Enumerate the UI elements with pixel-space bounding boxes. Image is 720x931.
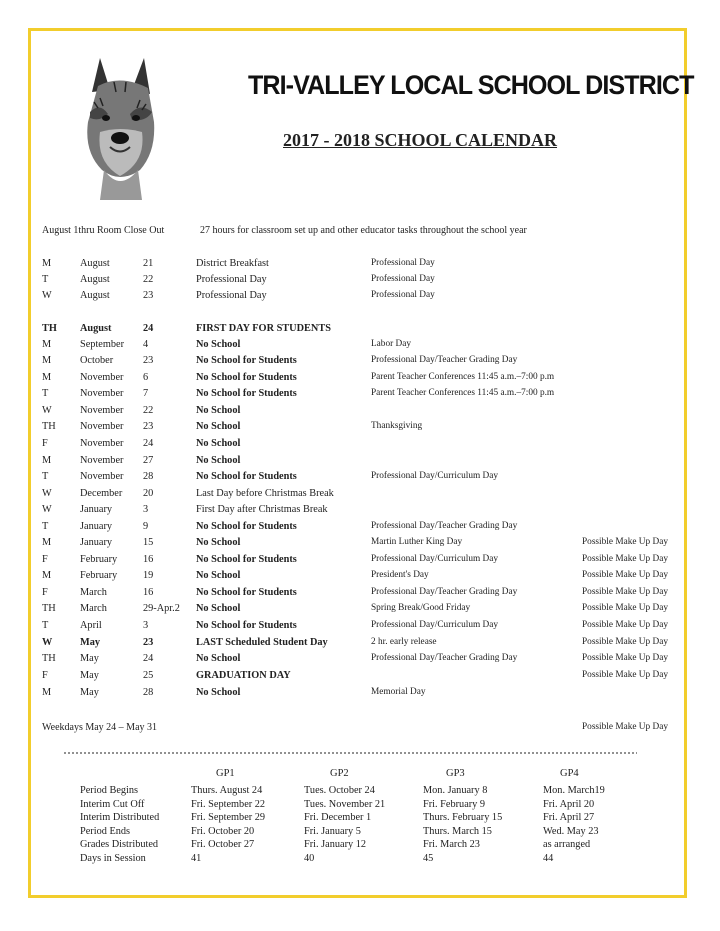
row-date: 7 <box>143 388 149 399</box>
table-row <box>0 521 720 537</box>
gp-row <box>0 812 720 826</box>
gp-cell: Mon. January 8 <box>423 785 488 796</box>
row-date: 19 <box>143 570 154 581</box>
row-month: November <box>80 471 124 482</box>
gp-header: GP2 <box>330 768 349 779</box>
row-month: December <box>80 488 123 499</box>
gp-header: GP4 <box>560 768 579 779</box>
row-date: 16 <box>143 587 154 598</box>
row-month: August <box>80 274 110 285</box>
gp-row-label: Interim Cut Off <box>80 798 145 810</box>
row-event: No School <box>196 537 241 548</box>
table-row <box>0 504 720 520</box>
row-event: Professional Day <box>196 274 267 285</box>
row-month: February <box>80 554 118 565</box>
table-row <box>0 355 720 371</box>
row-day: F <box>42 438 48 449</box>
intro-right: 27 hours for classroom set up and other educator tasks throughout the school year <box>200 225 527 236</box>
row-date: 25 <box>143 670 154 681</box>
row-day: TH <box>42 653 56 664</box>
gp-row-label: Grades Distributed <box>80 839 159 851</box>
row-event: No School <box>196 405 241 416</box>
gp-cell: Fri. March 23 <box>423 839 480 851</box>
row-note: Professional Day/Teacher Grading Day <box>371 355 518 365</box>
row-month: January <box>80 504 113 515</box>
row-event: Professional Day <box>196 290 267 301</box>
row-date: 28 <box>143 471 154 482</box>
row-day: M <box>42 687 52 698</box>
row-month: February <box>80 570 118 581</box>
gp-row-label: Days in Session <box>80 853 146 864</box>
table-row <box>0 687 720 703</box>
row-note: Memorial Day <box>371 687 426 697</box>
gp-cell: Thurs. February 15 <box>423 812 503 824</box>
row-event: First Day after Christmas Break <box>196 504 328 515</box>
row-event: No School for Students <box>196 521 297 532</box>
row-event: No School <box>196 421 241 432</box>
row-day: M <box>42 570 52 581</box>
row-day: F <box>42 554 48 565</box>
row-note: Professional Day <box>371 290 435 300</box>
row-month: January <box>80 537 113 548</box>
table-row <box>0 620 720 636</box>
table-row <box>0 258 720 274</box>
row-month: November <box>80 388 124 399</box>
row-month: November <box>80 372 124 383</box>
row-event: No School <box>196 438 241 449</box>
row-note: Professional Day/Teacher Grading Day <box>371 653 518 663</box>
row-note: Professional Day <box>371 274 435 284</box>
calendar-title: 2017 - 2018 SCHOOL CALENDAR <box>283 130 558 150</box>
row-month: November <box>80 405 124 416</box>
table-row <box>0 274 720 290</box>
row-note: Professional Day/Curriculum Day <box>371 471 499 481</box>
gp-header: GP1 <box>216 768 235 779</box>
row-event: No School <box>196 455 241 466</box>
row-note: Professional Day <box>371 258 435 268</box>
gp-cell: Thurs. August 24 <box>191 785 263 796</box>
table-row <box>0 670 720 686</box>
row-date: 20 <box>143 488 154 499</box>
table-row <box>0 438 720 454</box>
row-event: No School for Students <box>196 372 297 383</box>
row-month: October <box>80 355 114 366</box>
row-month: November <box>80 455 124 466</box>
row-makeup: Possible Make Up Day <box>582 537 668 547</box>
gp-cell: Fri. September 29 <box>191 812 266 824</box>
row-day: M <box>42 537 52 548</box>
row-event: LAST Scheduled Student Day <box>196 637 328 648</box>
row-event: No School for Students <box>196 388 297 399</box>
gp-cell: Fri. January 12 <box>304 839 367 851</box>
row-day: M <box>42 455 52 466</box>
table-row <box>0 570 720 586</box>
row-date: 21 <box>143 258 154 269</box>
row-date: 16 <box>143 554 154 565</box>
row-note: Labor Day <box>371 339 412 349</box>
row-makeup: Possible Make Up Day <box>582 570 668 580</box>
table-row <box>0 653 720 669</box>
row-day: M <box>42 339 52 350</box>
row-event: No School for Students <box>196 471 297 482</box>
row-note: Professional Day/Teacher Grading Day <box>371 521 518 531</box>
row-makeup: Possible Make Up Day <box>582 603 668 613</box>
row-day: W <box>42 488 52 499</box>
table-row <box>0 537 720 553</box>
gp-cell: Fri. April 27 <box>543 812 595 824</box>
row-month: March <box>80 587 107 598</box>
row-event: No School for Students <box>196 355 297 366</box>
gp-cell: Fri. October 20 <box>191 825 255 837</box>
row-month: November <box>80 438 124 449</box>
row-note: Martin Luther King Day <box>371 537 463 547</box>
row-date: 23 <box>143 637 154 648</box>
row-day: W <box>42 637 53 648</box>
row-note: Professional Day/Curriculum Day <box>371 620 499 630</box>
table-row <box>0 421 720 437</box>
row-makeup: Possible Make Up Day <box>582 670 668 680</box>
table-row <box>0 339 720 355</box>
row-date: 6 <box>143 372 149 383</box>
row-note: Professional Day/Teacher Grading Day <box>371 587 518 597</box>
row-date: 29-Apr.2 <box>143 603 180 614</box>
row-day: TH <box>42 603 56 614</box>
row-event: District Breakfast <box>196 258 269 269</box>
table-row <box>0 455 720 471</box>
table-row <box>0 587 720 603</box>
row-month: May <box>80 687 99 698</box>
row-day: W <box>42 290 52 301</box>
row-date: 23 <box>143 421 154 432</box>
row-date: 15 <box>143 537 154 548</box>
row-day: M <box>42 372 52 383</box>
gp-cell: Fri. February 9 <box>423 798 486 810</box>
table-row <box>0 290 720 306</box>
gp-row-label: Interim Distributed <box>80 812 160 824</box>
row-date: 27 <box>143 455 154 466</box>
gp-cell: Fri. April 20 <box>543 798 595 810</box>
scottie-dog-icon <box>70 52 170 202</box>
row-makeup: Possible Make Up Day <box>582 554 668 564</box>
gp-cell: Thurs. March 15 <box>423 825 492 837</box>
row-date: 3 <box>143 504 149 515</box>
row-note: President's Day <box>371 570 429 580</box>
table-row <box>0 471 720 487</box>
gp-cell: Fri. October 27 <box>191 839 255 851</box>
gp-row <box>0 853 720 867</box>
row-day: T <box>42 388 49 399</box>
row-day: M <box>42 355 52 366</box>
row-event: Last Day before Christmas Break <box>196 488 334 499</box>
footer-right: Possible Make Up Day <box>582 722 668 732</box>
gp-row <box>0 785 720 799</box>
table-row <box>0 372 720 388</box>
gp-cell: Fri. September 22 <box>191 798 266 810</box>
row-note: Parent Teacher Conferences 11:45 a.m.–7:00 p.m <box>371 372 555 382</box>
row-makeup: Possible Make Up Day <box>582 620 668 630</box>
row-month: May <box>80 670 99 681</box>
table-row <box>0 488 720 504</box>
row-month: August <box>80 323 112 334</box>
table-row <box>0 554 720 570</box>
gp-row <box>0 826 720 840</box>
row-note: 2 hr. early release <box>371 637 437 647</box>
row-event: No School <box>196 653 241 664</box>
row-day: T <box>42 521 49 532</box>
row-date: 24 <box>143 438 154 449</box>
row-date: 4 <box>143 339 149 350</box>
row-date: 23 <box>143 355 154 366</box>
gp-cell: as arranged <box>543 839 591 851</box>
gp-row-label: Period Ends <box>80 825 131 837</box>
row-event: No School for Students <box>196 554 297 565</box>
row-makeup: Possible Make Up Day <box>582 637 668 647</box>
row-note: Parent Teacher Conferences 11:45 a.m.–7:00 p.m <box>371 388 555 398</box>
gp-cell: Fri. January 5 <box>304 825 361 837</box>
gp-row-label: Period Begins <box>80 785 139 796</box>
gp-cell: Wed. May 23 <box>543 825 599 837</box>
row-month: November <box>80 421 124 432</box>
row-event: No School <box>196 603 241 614</box>
table-row <box>0 405 720 421</box>
table-row <box>0 388 720 404</box>
row-day: T <box>42 620 49 631</box>
gp-row <box>0 839 720 853</box>
row-day: W <box>42 405 52 416</box>
row-date: 3 <box>143 620 149 631</box>
gp-row <box>0 799 720 813</box>
row-month: April <box>80 620 102 631</box>
row-note: Professional Day/Curriculum Day <box>371 554 499 564</box>
row-month: August <box>80 290 110 301</box>
row-month: May <box>80 637 101 648</box>
row-event: GRADUATION DAY <box>196 670 291 681</box>
row-day: W <box>42 504 52 515</box>
row-day: F <box>42 670 48 681</box>
row-day: T <box>42 274 49 285</box>
gp-cell: 45 <box>423 853 434 864</box>
gp-cell: Mon. March19 <box>543 785 605 796</box>
divider <box>62 750 637 756</box>
gp-cell: 40 <box>304 853 315 864</box>
table-row <box>0 603 720 619</box>
row-event: No School <box>196 339 241 350</box>
row-day: M <box>42 258 52 269</box>
row-makeup: Possible Make Up Day <box>582 653 668 663</box>
row-month: January <box>80 521 113 532</box>
gp-cell: Tues. November 21 <box>304 798 386 810</box>
footer-left: Weekdays May 24 – May 31 <box>42 722 158 733</box>
row-day: TH <box>42 323 57 334</box>
row-month: September <box>80 339 125 350</box>
row-event: No School <box>196 570 241 581</box>
row-note: Spring Break/Good Friday <box>371 603 471 613</box>
district-title: TRI-VALLEY LOCAL SCHOOL DISTRICT <box>248 70 694 100</box>
row-day: T <box>42 471 49 482</box>
row-date: 28 <box>143 687 154 698</box>
row-month: May <box>80 653 99 664</box>
row-makeup: Possible Make Up Day <box>582 587 668 597</box>
row-day: TH <box>42 421 56 432</box>
table-row <box>0 323 720 339</box>
row-date: 22 <box>143 274 154 285</box>
row-month: March <box>80 603 107 614</box>
gp-cell: Fri. December 1 <box>304 812 372 824</box>
row-note: Thanksgiving <box>371 421 423 431</box>
row-date: 22 <box>143 405 154 416</box>
table-row <box>0 637 720 653</box>
intro-left: August 1thru Room Close Out <box>42 225 165 236</box>
row-event: FIRST DAY FOR STUDENTS <box>196 323 331 334</box>
row-event: No School for Students <box>196 620 297 631</box>
row-day: F <box>42 587 48 598</box>
row-date: 23 <box>143 290 154 301</box>
gp-header: GP3 <box>446 768 465 779</box>
gp-cell: Tues. October 24 <box>304 785 375 796</box>
row-month: August <box>80 258 110 269</box>
row-event: No School <box>196 687 241 698</box>
gp-cell: 41 <box>191 853 202 864</box>
gp-cell: 44 <box>543 853 554 864</box>
row-date: 9 <box>143 521 149 532</box>
row-date: 24 <box>143 323 154 334</box>
row-date: 24 <box>143 653 154 664</box>
row-event: No School for Students <box>196 587 297 598</box>
